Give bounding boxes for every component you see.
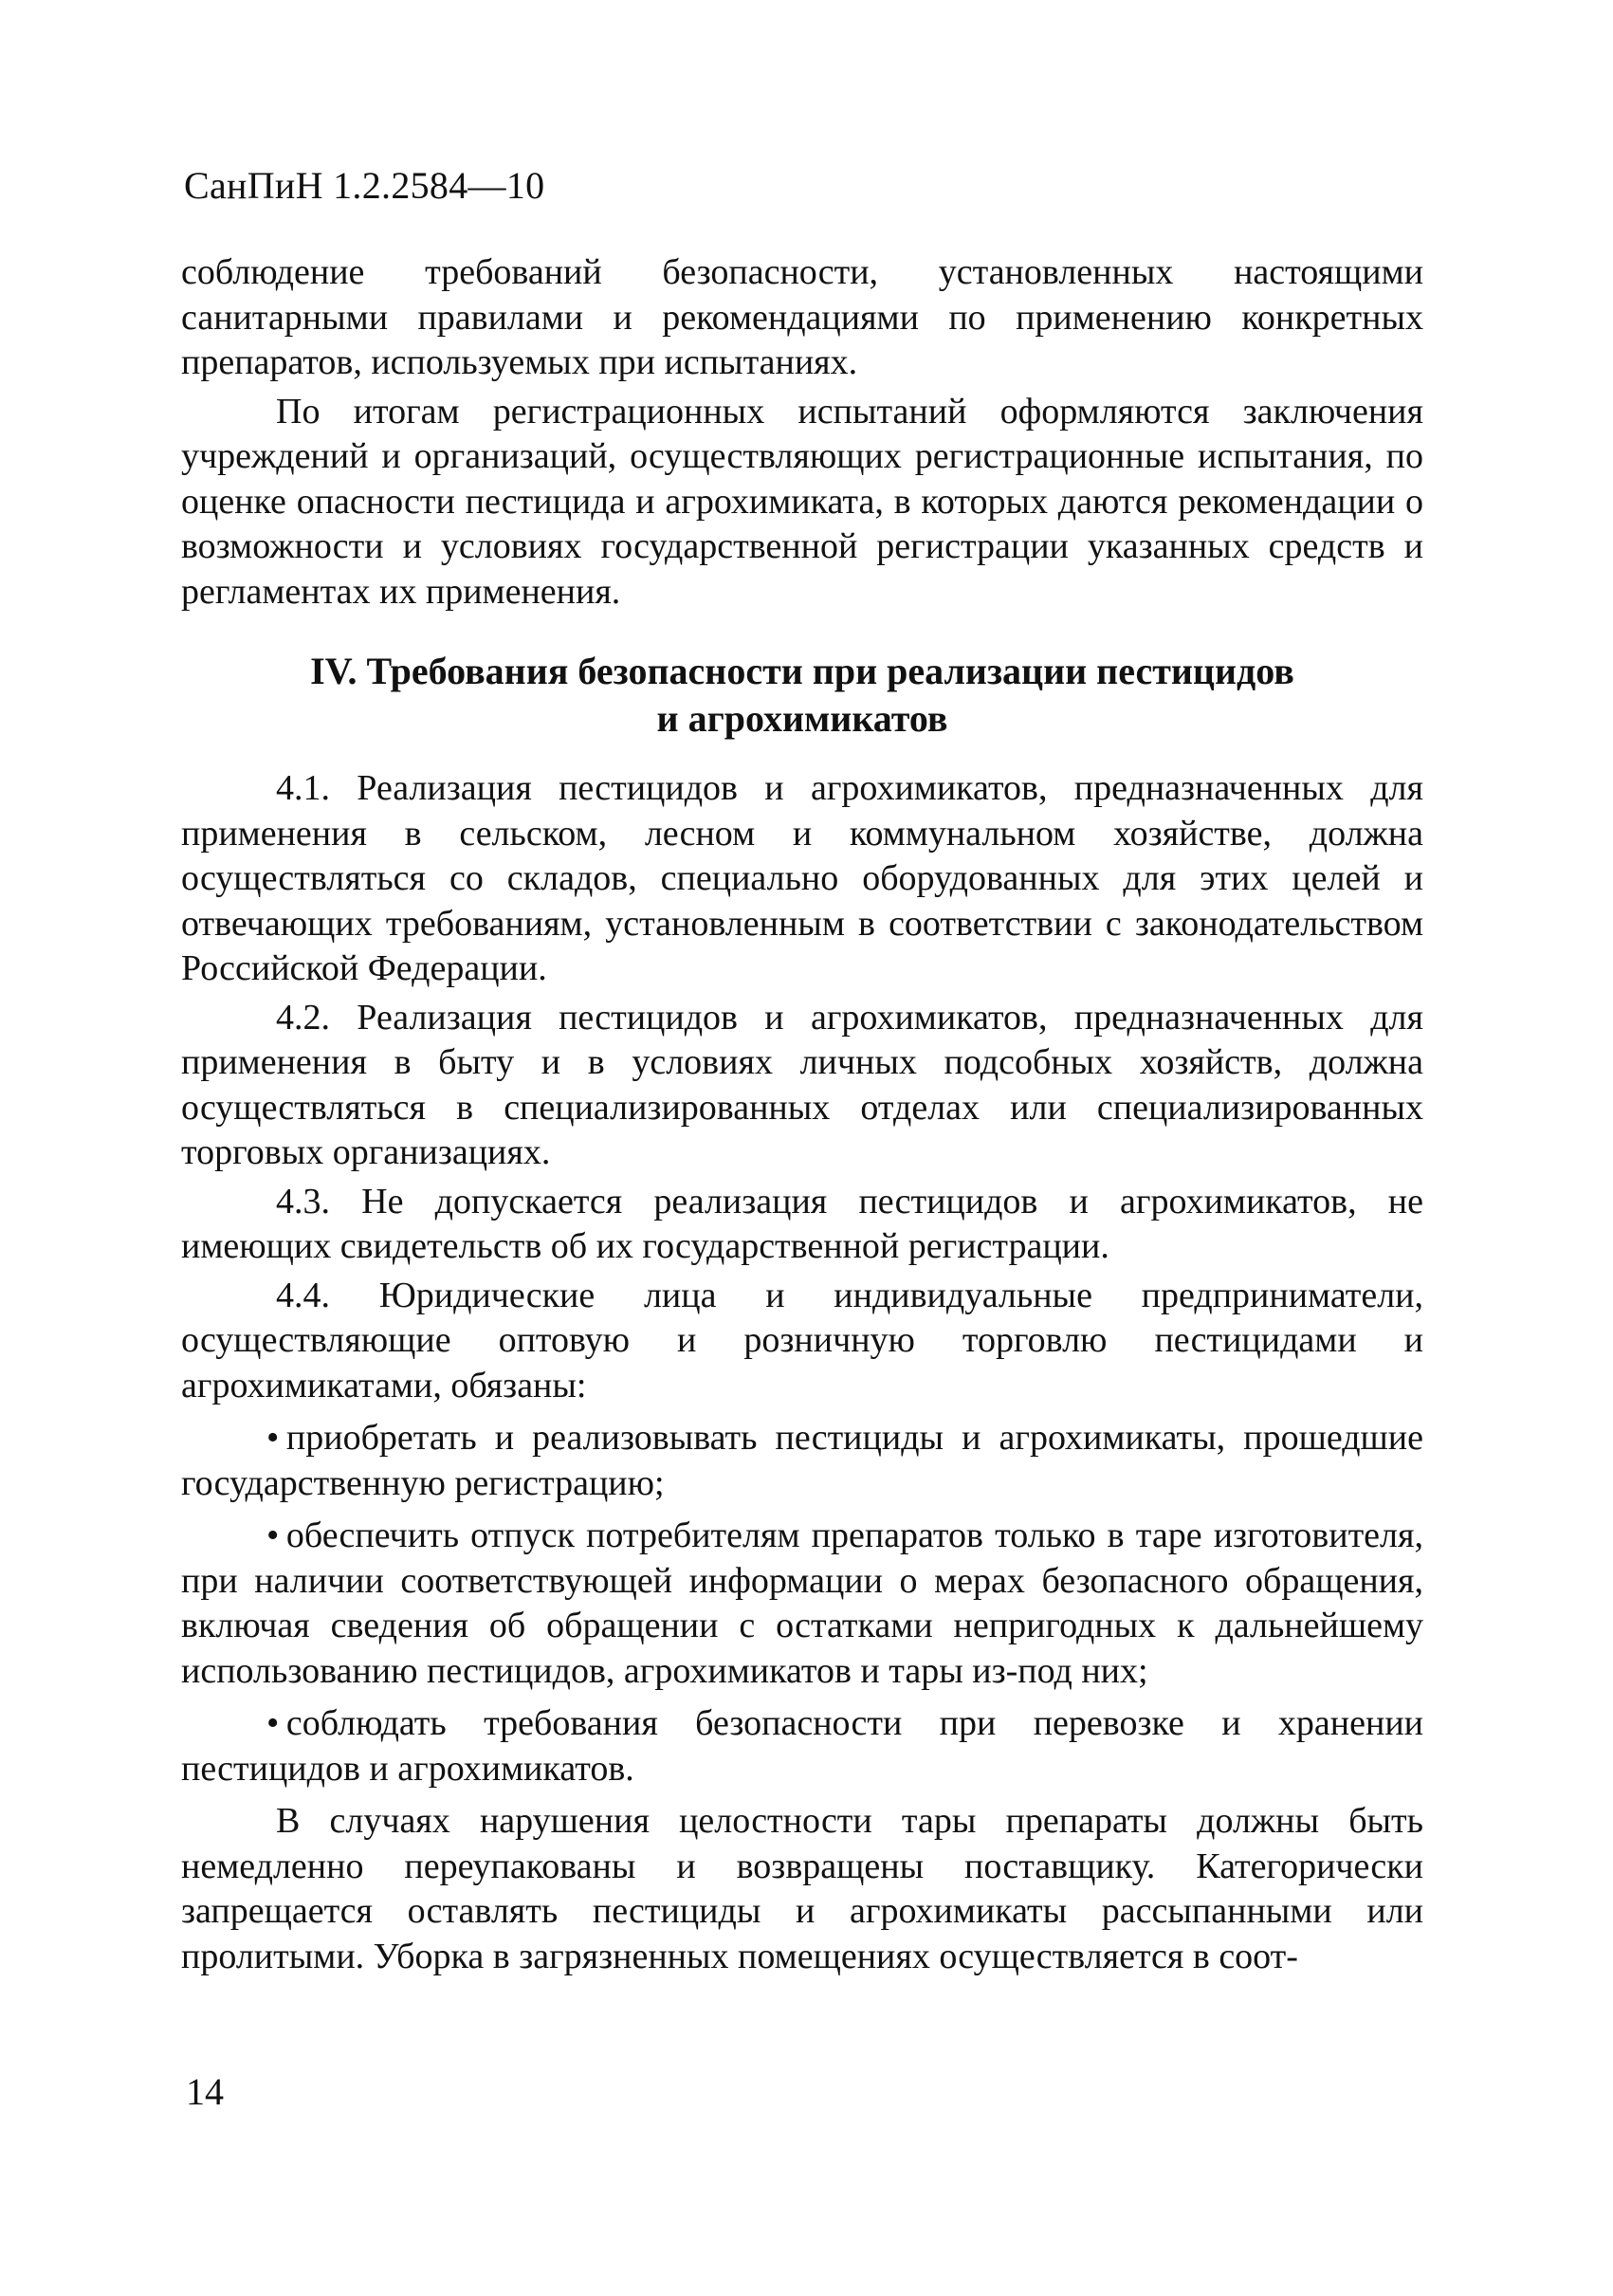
list-item-manufacturer-packaging <box>181 1514 1423 1694</box>
list-item-transport-storage <box>181 1701 1423 1791</box>
section-heading-line-1: IV. Требования безопасности при реализации пестицидов <box>310 650 1294 692</box>
list-item-text: приобретать и реализовывать пестициды и агрохимикаты, прошедшие государственную регистрацию; <box>181 1418 1423 1503</box>
bullet-icon: • <box>266 1418 280 1458</box>
running-header-doc-code: СанПиН 1.2.2584—10 <box>184 164 545 207</box>
paragraph-test-results: По итогам регистрационных испытаний оформляются заключения учреждений и организаций, осуществляющих регистрационные испытания, по оценке опасности пестицида и агрохимиката, в которых даются рекомендации о возможности и условиях государственной регистрации указанных средств и регламентах их применения. <box>181 391 1423 612</box>
list-item-registered-products <box>181 1416 1423 1506</box>
paragraph-4-3: 4.3. Не допускается реализация пестицидов и агрохимикатов, не имеющих свидетельств об их государственной регистрации. <box>181 1181 1423 1266</box>
section-heading <box>181 648 1423 743</box>
paragraph-4-1: 4.1. Реализация пестицидов и агрохимикатов, предназначенных для применения в сельском, лесном и коммунальном хозяйстве, должна осуществляться со складов, специально оборудованных для этих целей и отвечающих требованиям, установленным в соответствии с законодательством Российской Федерации. <box>181 768 1423 988</box>
bullet-icon: • <box>266 1515 280 1555</box>
body-text <box>181 250 1423 1979</box>
paragraph-packaging-damage: В случаях нарушения целостности тары препараты должны быть немедленно переупакованы и возвращены поставщику. Категорически запрещается оставлять пестициды и агрохимикаты рассыпанными или пролитыми. Уборка в загрязненных помещениях осуществляется в соот- <box>181 1801 1423 1976</box>
list-item-text: обеспечить отпуск потребителям препаратов только в таре изготовителя, при наличии соответствующей информации о мерах безопасного обращения, включая сведения об обращении с остатками непригодных к дальнейшему использованию пестицидов, агрохимикатов и тары из-под них; <box>181 1515 1423 1691</box>
bullet-icon: • <box>266 1703 280 1743</box>
paragraph-intro-continuation: соблюдение требований безопасности, установленных настоящими санитарными правилами и рекомендациями по применению конкретных препаратов, используемых при испытаниях. <box>181 252 1423 382</box>
list-item-text: соблюдать требования безопасности при перевозке и хранении пестицидов и агрохимикатов. <box>181 1703 1423 1789</box>
section-heading-line-2: и агрохимикатов <box>656 697 948 740</box>
page-number: 14 <box>186 2070 224 2113</box>
paragraph-4-2: 4.2. Реализация пестицидов и агрохимикатов, предназначенных для применения в быту и в условиях личных подсобных хозяйств, должна осуществляться в специализированных отделах или специализированных торговых организациях. <box>181 997 1423 1172</box>
paragraph-4-4: 4.4. Юридические лица и индивидуальные предприниматели, осуществляющие оптовую и розничную торговлю пестицидами и агрохимикатами, обязаны: <box>181 1275 1423 1405</box>
